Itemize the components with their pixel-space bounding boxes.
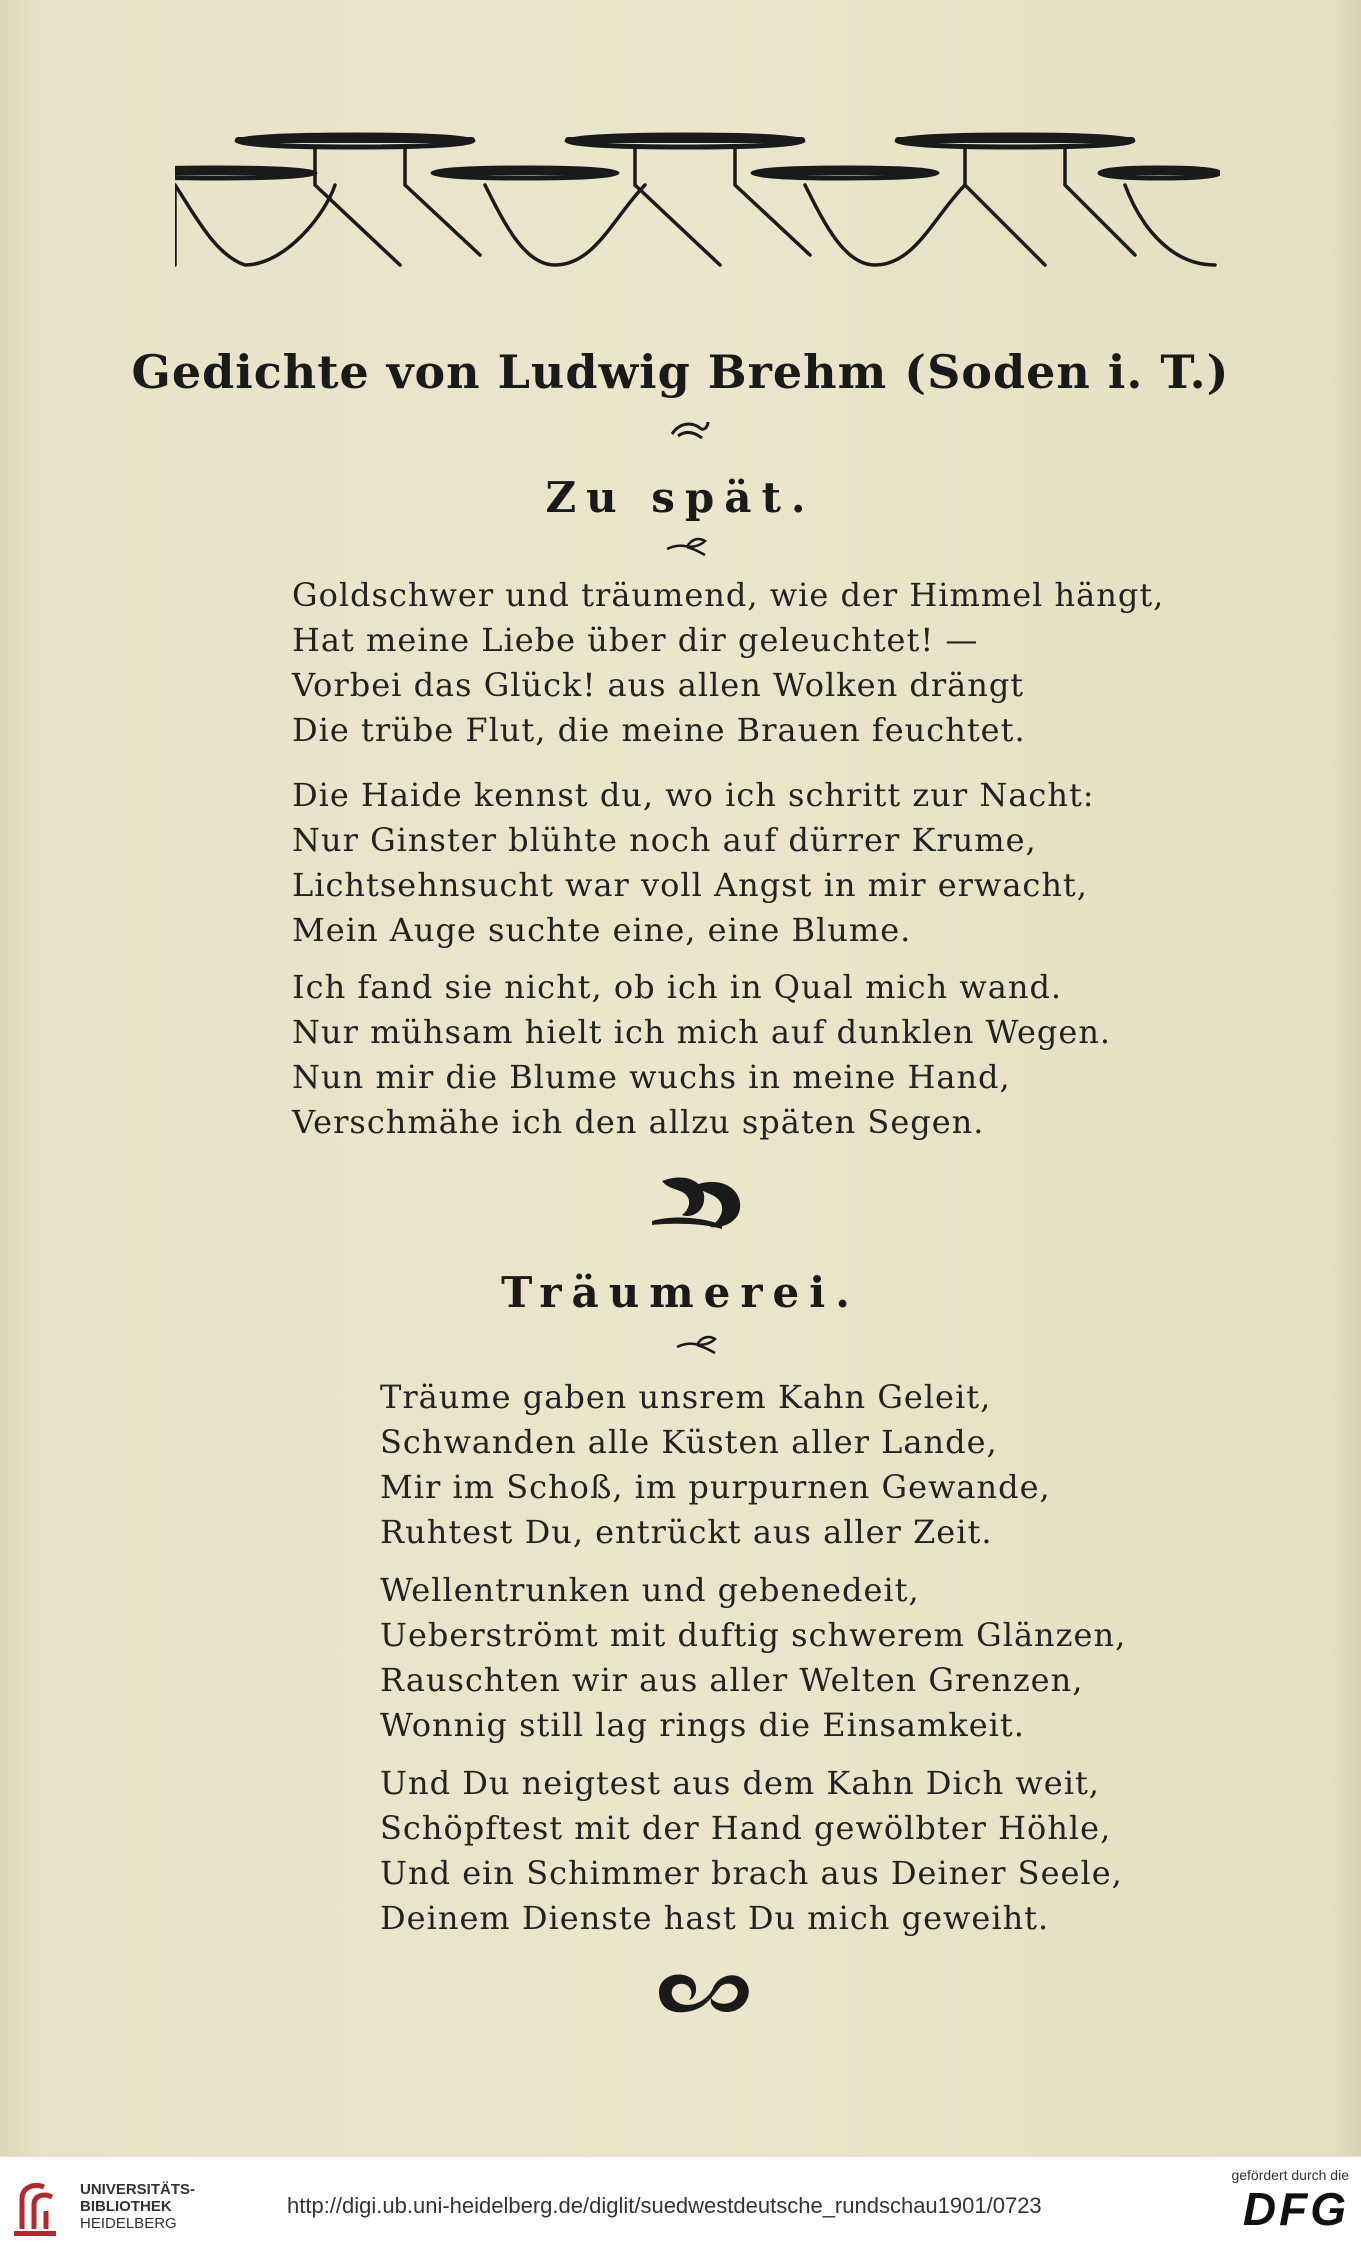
verse-line: Mein Auge suchte eine, eine Blume. xyxy=(292,911,912,949)
library-line: HEIDELBERG xyxy=(80,2215,177,2232)
funded-by-label: gefördert durch die xyxy=(1231,2167,1349,2183)
source-url-link[interactable]: http://digi.ub.uni-heidelberg.de/diglit/suedwestdeutsche_rundschau1901/0723 xyxy=(287,2193,1042,2218)
verse-line: Nun mir die Blume wuchs in meine Hand, xyxy=(292,1058,1011,1096)
verse-line: Goldschwer und träumend, wie der Himmel hängt, xyxy=(292,576,1165,614)
stanza xyxy=(380,1761,1123,1941)
verse-line: Ueberströmt mit duftig schwerem Glänzen, xyxy=(380,1616,1127,1654)
top-ornament xyxy=(175,125,1220,275)
university-library-logo-icon[interactable] xyxy=(14,2177,74,2237)
verse-line: Verschmähe ich den allzu späten Segen. xyxy=(292,1103,985,1141)
verse-line: Nur Ginster blühte noch auf dürrer Krume, xyxy=(292,821,1037,859)
dfg-logo[interactable]: DFG xyxy=(1242,2183,1349,2235)
verse-line: Schwanden alle Küsten aller Lande, xyxy=(380,1423,998,1461)
stanza xyxy=(292,773,1095,953)
library-name xyxy=(80,2181,195,2232)
funding-credit xyxy=(1199,2167,1349,2235)
verse-line: Und Du neigtest aus dem Kahn Dich weit, xyxy=(380,1764,1100,1802)
stanza xyxy=(292,573,1164,753)
verse-line: Hat meine Liebe über dir geleuchtet! — xyxy=(292,621,979,659)
verse-line: Träume gaben unsrem Kahn Geleit, xyxy=(380,1378,992,1416)
library-line: BIBLIOTHEK xyxy=(80,2198,172,2215)
library-line: UNIVERSITÄTS- xyxy=(80,2181,196,2198)
verse-line: Vorbei das Glück! aus allen Wolken drängt xyxy=(292,666,1025,704)
stanza xyxy=(292,965,1111,1145)
swirl-ornament-icon xyxy=(652,1175,744,1231)
stanza xyxy=(380,1568,1126,1748)
verse-line: Schöpftest mit der Hand gewölbter Höhle, xyxy=(380,1809,1112,1847)
page-title: Gedichte von Ludwig Brehm (Soden i. T.) xyxy=(131,345,1230,399)
verse-line: Wonnig still lag rings die Einsamkeit. xyxy=(380,1706,1025,1744)
verse-line: Deinem Dienste hast Du mich geweiht. xyxy=(380,1899,1050,1937)
verse-line: Mir im Schoß, im purpurnen Gewande, xyxy=(380,1468,1051,1506)
verse-line: Und ein Schimmer brach aus Deiner Seele, xyxy=(380,1854,1123,1892)
verse-line: Ruhtest Du, entrückt aus aller Zeit. xyxy=(380,1513,993,1551)
poem-title: Zu spät. xyxy=(545,473,816,522)
verse-line: Lichtsehnsucht war voll Angst in mir erwacht, xyxy=(292,866,1088,904)
verse-line: Die trübe Flut, die meine Brauen feuchtet. xyxy=(292,711,1026,749)
leaf-ornament-icon xyxy=(665,535,711,557)
verse-line: Die Haide kennst du, wo ich schritt zur Nacht: xyxy=(292,776,1095,814)
footer-bar xyxy=(0,2156,1361,2257)
verse-line: Ich fand sie nicht, ob ich in Qual mich wand. xyxy=(292,968,1063,1006)
end-ornament-icon xyxy=(655,1968,751,2016)
fleuron-icon xyxy=(670,418,710,440)
leaf-ornament-icon xyxy=(675,1333,721,1355)
verse-line: Rauschten wir aus aller Welten Grenzen, xyxy=(380,1661,1084,1699)
poem-title: Träumerei. xyxy=(501,1268,860,1317)
verse-line: Wellentrunken und gebenedeit, xyxy=(380,1571,920,1609)
verse-line: Nur mühsam hielt ich mich auf dunklen Wegen. xyxy=(292,1013,1112,1051)
stanza xyxy=(380,1375,1051,1555)
